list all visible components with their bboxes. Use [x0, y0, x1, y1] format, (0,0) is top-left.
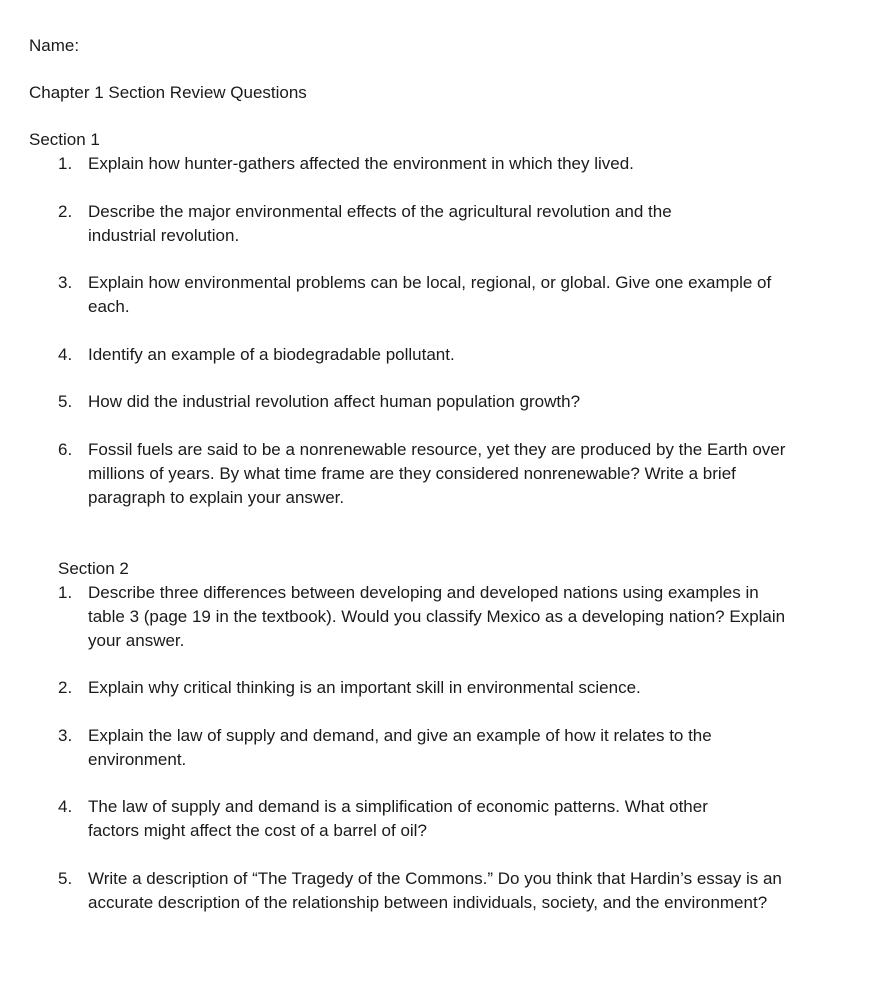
question-text: Explain how hunter-gathers affected the environment in which they lived. [88, 154, 634, 173]
question-number: 1. [58, 583, 73, 602]
question-text: Describe the major environmental effects of the agricultural revolution and the industrial revolution. [88, 202, 672, 245]
question-text: Describe three differences between developing and developed nations using examples in table 3 (page 19 in the textbook). Would you classify Mexico as a developing nation? Explain your answer. [88, 583, 786, 650]
question-text: Explain how environmental problems can be local, regional, or global. Give one example of each. [88, 273, 772, 316]
question-text: Explain the law of supply and demand, and give an example of how it relates to the environment. [88, 726, 712, 769]
section-1-heading: Section 1 [29, 130, 100, 149]
name-label: Name: [29, 36, 80, 55]
document-title: Chapter 1 Section Review Questions [29, 83, 307, 102]
question-text: How did the industrial revolution affect human population growth? [88, 392, 581, 411]
question-number: 1. [58, 154, 73, 173]
question-text: The law of supply and demand is a simplification of economic patterns. What other factors might affect the cost of a barrel of oil? [88, 797, 708, 840]
question-text: Identify an example of a biodegradable pollutant. [88, 345, 455, 364]
question-number: 3. [58, 726, 73, 745]
question-number: 4. [58, 345, 73, 364]
question-text: Write a description of “The Tragedy of the Commons.” Do you think that Hardin’s essay is an accurate description of the relationship between individuals, society, and the environment? [88, 869, 782, 912]
question-text: Explain why critical thinking is an important skill in environmental science. [88, 678, 641, 697]
question-number: 3. [58, 273, 73, 292]
question-number: 6. [58, 440, 73, 459]
question-text: Fossil fuels are said to be a nonrenewable resource, yet they are produced by the Earth over millions of years. By what time frame are they considered nonrenewable? Write a brief paragraph to explain your answer. [88, 440, 786, 507]
question-number: 2. [58, 202, 73, 221]
question-number: 5. [58, 392, 73, 411]
question-number: 4. [58, 797, 73, 816]
section-2-heading: Section 2 [58, 559, 129, 578]
question-number: 5. [58, 869, 73, 888]
question-number: 2. [58, 678, 73, 697]
